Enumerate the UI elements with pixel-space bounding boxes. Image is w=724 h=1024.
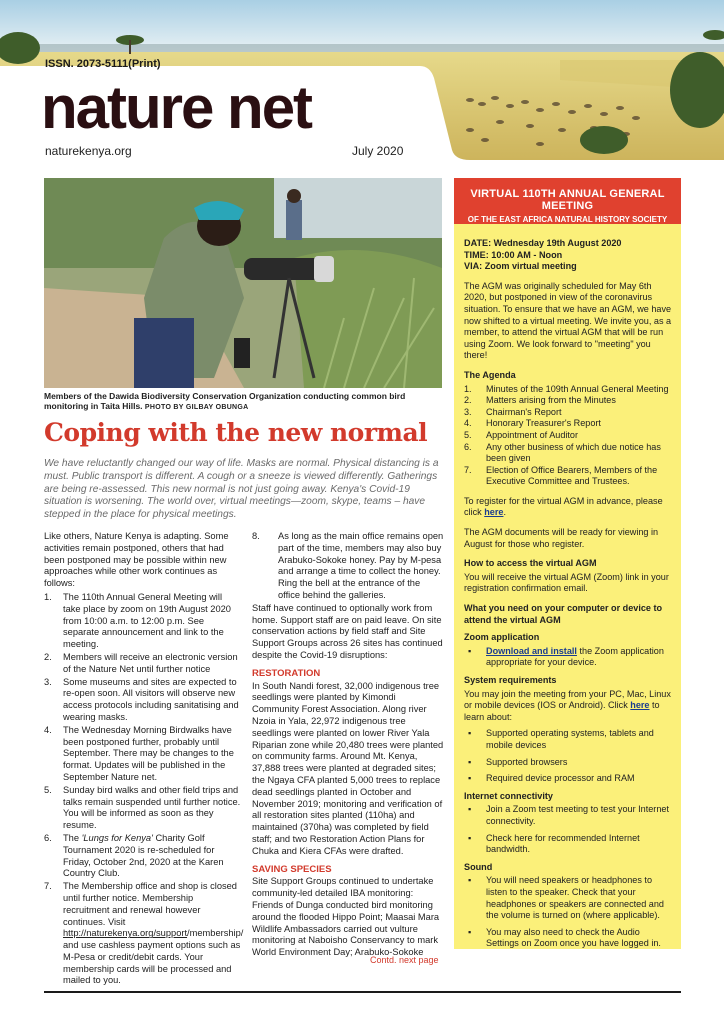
list-item: 4. The Wednesday Morning Birdwalks have been postponed further, probably until September. There may be changes to the format. Updates will be published in the September Nature net. <box>44 724 234 782</box>
download-zoom-link[interactable]: Download and install <box>486 645 577 656</box>
issn-number: ISSN. 2073-5111(Print) <box>45 58 161 70</box>
bird-monitoring-photo <box>44 178 442 388</box>
photo-caption <box>44 391 444 413</box>
list-item: 2. Members will receive an electronic version of the Nature Net until further notice <box>44 651 238 674</box>
agm-header-banner <box>454 178 681 224</box>
list-item: 1. The 110th Annual General Meeting will take place by zoom on 19th August 2020 from 10:00 a.m. to 12:00 p.m. See separate announcement and link to the meeting. <box>44 591 231 650</box>
website-url: naturekenya.org <box>45 144 132 158</box>
issue-date: July 2020 <box>352 144 404 158</box>
agm-intro: The AGM was originally scheduled for May 6th 2020, but postponed in view of the coronavirus situation. To ensure that we have an AGM, we have now shifted to a virtual meeting. We invite you, as a member, to attend the virtual AGM that will be run using Zoom. We look forward to "meeting" you there! <box>464 280 672 361</box>
article-column-middle <box>252 531 444 961</box>
article-column-left <box>44 531 244 988</box>
list-item: 4. Honorary Treasurer's Report <box>464 418 601 429</box>
saving-species-paragraph: Site Support Groups continued to undertake community-led detailed IBA monitoring: Friends of Dunga conducted bird monitoring around the flooded Hippo Point; Maasai Mara Wildlife Ambassadors carried out vulture monitoring at Naboisho Conservancy to mark World Environment Day; Arabuko-Sokoke <box>252 876 440 958</box>
membership-link[interactable]: http://naturekenya.org/support <box>63 928 188 939</box>
zoom-app-list <box>464 646 674 669</box>
masthead <box>0 0 724 160</box>
newsletter-logo: nature net <box>41 74 312 141</box>
list-item: 6. The 'Lungs for Kenya' Charity Golf Tournament 2020 is re-scheduled for Friday, October 2nd, 2020 at the Karen Country Club. <box>44 832 224 879</box>
agm-body <box>464 238 674 955</box>
list-item: 8. As long as the main office remains open part of the time, members may also buy Arabuko-Sokoke honey. Pay by M-pesa and arrange a time to collect the honey. Ring the bell at the entrance of the office behind the galleries. <box>252 531 444 600</box>
agm-subtitle: OF THE EAST AFRICA NATURAL HISTORY SOCIETY <box>467 215 668 224</box>
list-item: ▪ Supported browsers <box>468 756 568 767</box>
restoration-heading: RESTORATION <box>252 667 321 679</box>
bullet-icon: ▪ <box>468 926 472 937</box>
access-paragraph: You will receive the virtual AGM (Zoom) link in your registration confirmation email. <box>464 571 669 594</box>
agm-details: DATE: Wednesday 19th August 2020 TIME: 10:00 AM - Noon VIA: Zoom virtual meeting <box>464 238 622 272</box>
continued-note: Contd. next page <box>370 955 439 965</box>
article-headline: Coping with the new normal <box>44 418 428 447</box>
system-requirements-list <box>464 728 674 784</box>
list-item: 7. Election of Office Bearers, Members of the Executive Committee and Trustees. <box>464 464 658 487</box>
documents-paragraph: The AGM documents will be ready for viewing in August for those who register. <box>464 527 659 549</box>
system-requirements-heading: System requirements <box>464 675 557 685</box>
list-item: ▪ Download and install the Zoom application appropriate for your device. <box>468 645 664 668</box>
register-link[interactable]: here <box>484 507 504 518</box>
article-lede: We have reluctantly changed our way of life. Masks are normal. Physical distancing is a must. Public transport is different. A cough or a sneeze is viewed differently. Gatherings are being re-assessed. This new normal is not just going away. Kenya's Covid-19 situation is worsening. The world over, virtual meetings—zoom, skype, teams – have stepped in the place for physical meetings. <box>44 458 439 521</box>
internet-list <box>464 804 674 855</box>
list-item: ▪ Required device processor and RAM <box>468 773 635 784</box>
internet-heading: Internet connectivity <box>464 790 553 801</box>
list-item: ▪ Supported operating systems, tablets and mobile devices <box>468 728 654 750</box>
register-paragraph: To register for the virtual AGM in advance, please click here. <box>464 495 663 518</box>
list-item: 2. Matters arising from the Minutes <box>464 395 616 406</box>
sound-heading: Sound <box>464 861 493 872</box>
agm-sidebar <box>454 178 681 949</box>
list-item: ▪ Check here for recommended Internet bandwidth. <box>468 832 640 855</box>
bullet-icon: ▪ <box>468 773 472 784</box>
list-item: 7. The Membership office and shop is closed until further notice. Membership recruitment and renewal however continues. Visit http://naturekenya.org/support/membership/ and use cashless payment options such as M-Pesa or credit/debit cards. Your membership cards will be processed and mailed to you. <box>44 881 244 986</box>
bullet-icon: ▪ <box>468 804 472 815</box>
list-item: 6. Any other business of which due notice has been given <box>464 441 661 464</box>
restoration-paragraph: In South Nandi forest, 32,000 indigenous tree seedlings were planted by Kimondi Community Forest Association. Along river Nzoia in Yala, 22,972 indigenous tree seedlings were planted on lower River Yala Riparian zone while 20,480 trees were planted on community farms. Around Mt. Kenya, 37,888 trees were planted at degraded sites; the Ngaya CFA planted 5,000 trees to replace dead seedlings planted in October and November 2019; monitoring and verification of all restoration sites planted (110ha) and maintained (370ha) was completed by field staff; and two Restoration Action Plans for Chuka and Kiera CFAs were drafted. <box>252 680 444 856</box>
staff-paragraph: Staff have continued to optionally work from home. Support staff are on paid leave. On site conservation actions by field staff and Site Support Groups across 26 sites has continued despite the Covid-19 disruptions: <box>252 602 443 660</box>
update-list-continued <box>252 531 444 602</box>
requirements-heading: What you need on your computer or device to attend the virtual AGM <box>464 603 663 625</box>
list-item: 3. Some museums and sites are expected to re-open soon. All visitors will observe new access protocols including sanitatising and wearing masks. <box>44 676 239 722</box>
list-item: 3. Chairman's Report <box>464 406 562 417</box>
article-intro: Like others, Nature Kenya is adapting. Some activities remain postponed, others that had been postponed may be possible within new approaches while other work continues as follows: <box>44 531 229 589</box>
bullet-icon: ▪ <box>468 832 472 843</box>
bullet-icon: ▪ <box>468 875 472 886</box>
list-item: ▪ Join a Zoom test meeting to test your Internet connectivity. <box>468 804 669 826</box>
bullet-icon: ▪ <box>468 645 472 656</box>
footer-rule <box>44 991 681 993</box>
bullet-icon: ▪ <box>468 756 472 767</box>
saving-species-heading: SAVING SPECIES <box>252 863 332 875</box>
list-item: 5. Sunday bird walks and other field trips and talks remain suspended until further notice. You will be informed as soon as they resume. <box>44 784 241 831</box>
list-item: 1. Minutes of the 109th Annual General Meeting <box>464 383 669 394</box>
list-item: 5. Appointment of Auditor <box>464 429 579 440</box>
access-heading: How to access the virtual AGM <box>464 558 597 569</box>
bullet-icon: ▪ <box>468 728 472 739</box>
feature-photo <box>44 178 442 388</box>
photo-credit: PHOTO BY GILBAY OBUNGA <box>144 404 249 411</box>
system-requirements-link[interactable]: here <box>630 700 650 711</box>
agenda-heading: The Agenda <box>464 369 516 380</box>
system-requirements-paragraph: You may join the meeting from your PC, Mac, Linux or mobile devices (IOS or Android). Click here to learn about: <box>464 688 671 722</box>
update-list <box>44 591 244 987</box>
agenda-list <box>464 384 674 488</box>
caption-text: Members of the Dawida Biodiversity Conservation Organization conducting common bird monitoring in Taita Hills. <box>44 391 406 411</box>
zoom-app-heading: Zoom application <box>464 632 540 643</box>
list-item: ▪ You will need speakers or headphones to listen to the speaker. Check that your headphones or speakers are connected and the volume is turned on (where applicable). <box>468 875 664 921</box>
list-item: ▪ You may also need to check the Audio Settings on Zoom once you have logged in. <box>468 926 661 949</box>
sound-list <box>464 875 674 950</box>
agm-title: VIRTUAL 110TH ANNUAL GENERAL MEETING <box>470 188 665 212</box>
